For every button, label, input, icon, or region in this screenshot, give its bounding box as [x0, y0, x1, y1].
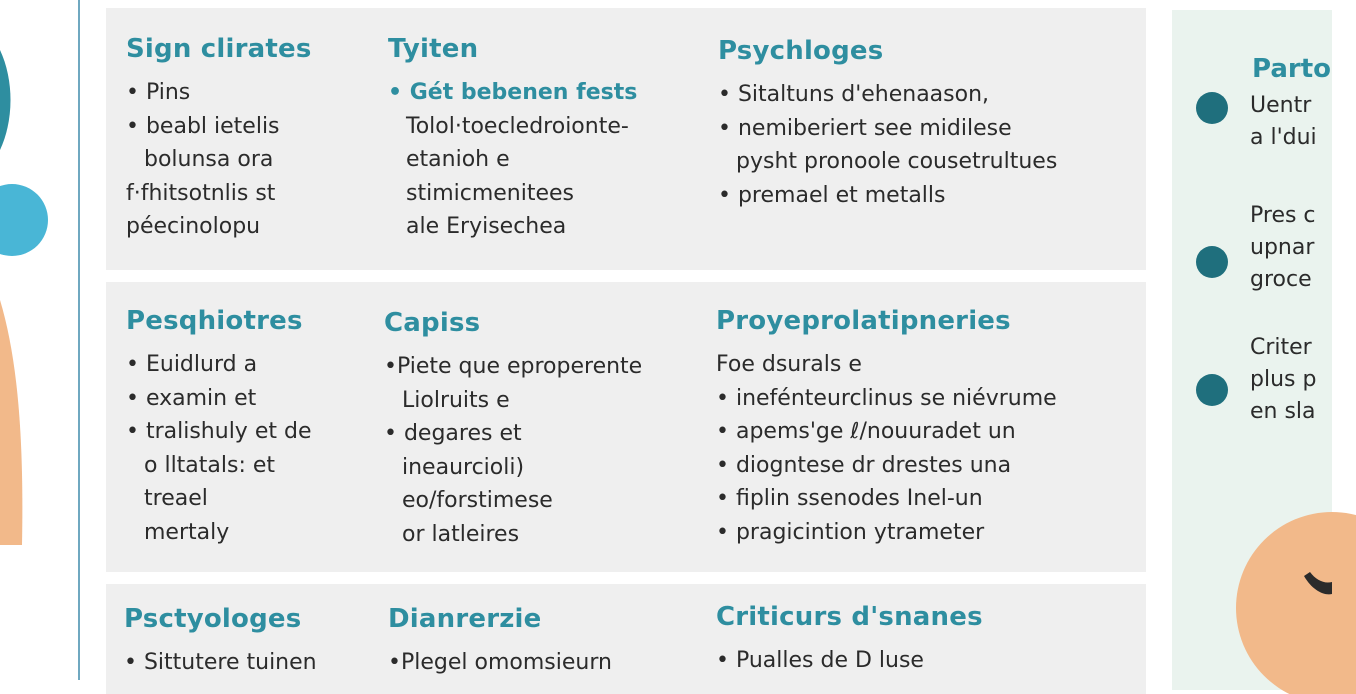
side-item-line: Uentr: [1250, 93, 1312, 118]
side-item-line: en sla: [1250, 399, 1316, 424]
column-title: Psychloges: [718, 36, 884, 66]
teal-arc-shape: [0, 50, 11, 150]
blue-circle-shape: [0, 184, 48, 256]
list-item: bolunsa ora: [144, 147, 274, 172]
column-title: Pesqhiotres: [126, 306, 303, 336]
column-lines: [388, 76, 637, 244]
list-item: • Sittutere tuinen: [124, 650, 317, 675]
vertical-divider: [78, 0, 80, 680]
column-title: Criticurs d'snanes: [716, 602, 983, 632]
side-panel: [1172, 10, 1332, 690]
column-title: Sign clirates: [126, 34, 312, 64]
list-item: • inefénteurclinus se niévrume: [716, 385, 1057, 411]
column-lines: [126, 348, 311, 549]
list-item: o lltatals: et: [144, 452, 276, 478]
list-item: •Plegel omomsieurn: [388, 650, 612, 675]
column-title: Dianrerzie: [388, 604, 542, 634]
list-item: or latleires: [402, 521, 520, 547]
list-item: • nemiberiert see midilese: [718, 115, 1012, 141]
column-lines: [716, 644, 983, 678]
list-item: • examin et: [126, 385, 257, 411]
column-title: Tyiten: [388, 34, 479, 64]
list-item: • degares et: [384, 421, 522, 446]
list-item: • Pualles de D luse: [716, 648, 924, 673]
list-item: • beabl ietelis: [126, 113, 280, 139]
list-item: • Pins: [126, 80, 191, 105]
info-panel-row-2: [106, 282, 1146, 572]
list-item: • pragicintion ytrameter: [716, 519, 985, 545]
column-3: [716, 602, 983, 678]
column-2: [388, 34, 637, 244]
column-1: [126, 34, 312, 244]
list-item: •Piete que eproperente: [384, 354, 643, 379]
side-item-line: Criter: [1250, 335, 1312, 360]
decorative-shapes: [0, 0, 80, 680]
dot-icon: [1196, 246, 1228, 278]
column-lines: [716, 348, 1057, 549]
list-item: pysht pronoole cousetrultues: [736, 149, 1058, 174]
list-item: • apems'ge ℓ/nouuradet un: [716, 419, 1016, 444]
list-item: Tolol·toecledroionte-: [406, 113, 629, 139]
side-item-line: a l'dui: [1250, 125, 1317, 150]
side-panel-title: Parto: [1252, 54, 1332, 84]
column-lines: [718, 78, 1057, 212]
column-2: [384, 308, 642, 551]
column-1: [124, 604, 317, 680]
list-item: ineaurcioli): [402, 454, 525, 480]
side-item-line: upnar: [1250, 235, 1315, 260]
side-item-text: [1250, 90, 1317, 154]
list-item: etanioh e: [406, 147, 510, 172]
dot-icon: [1196, 374, 1228, 406]
list-item: • Gét bebenen fests: [388, 80, 638, 105]
column-title: Psctyologes: [124, 604, 302, 634]
column-lines: [124, 646, 317, 680]
column-lines: [126, 76, 312, 244]
column-3: [718, 36, 1057, 212]
list-item: Liolruits e: [402, 387, 510, 413]
list-item: • premael et metalls: [718, 182, 946, 208]
side-item-line: groce: [1250, 267, 1312, 292]
decorative-face-circle: [1232, 498, 1332, 680]
side-item-text: [1250, 200, 1316, 296]
list-item: f·fhitsotnlis st: [126, 180, 276, 206]
list-item: stimicmenitees: [406, 180, 575, 206]
list-item: • tralishuly et de: [126, 419, 312, 444]
info-panel-row-1: [106, 8, 1146, 270]
list-item: • diogntese dr drestes una: [716, 452, 1012, 478]
side-item-line: plus p: [1250, 367, 1317, 392]
column-lines: [384, 350, 642, 551]
info-panel-row-3: [106, 584, 1146, 694]
list-item: Foe dsurals e: [716, 352, 862, 377]
list-item: treael: [144, 486, 208, 511]
column-2: [388, 604, 612, 680]
list-item: • Sitaltuns d'ehenaason,: [718, 82, 990, 107]
list-item: • fiplin ssenodes Inel-un: [716, 486, 983, 511]
column-3: [716, 306, 1057, 549]
list-item: • Euidlurd a: [126, 352, 258, 377]
column-title: Proyeprolatipneries: [716, 306, 1011, 336]
peach-shape: [0, 300, 22, 545]
list-item: péecinolopu: [126, 214, 261, 239]
column-1: [126, 306, 311, 549]
list-item: ale Eryisechea: [406, 214, 567, 239]
column-title: Capiss: [384, 308, 481, 338]
list-item: eo/forstimese: [402, 488, 553, 513]
column-lines: [388, 646, 612, 680]
side-item-text: [1250, 332, 1316, 428]
dot-icon: [1196, 92, 1228, 124]
side-item-line: Pres c: [1250, 203, 1316, 228]
list-item: mertaly: [144, 519, 230, 545]
